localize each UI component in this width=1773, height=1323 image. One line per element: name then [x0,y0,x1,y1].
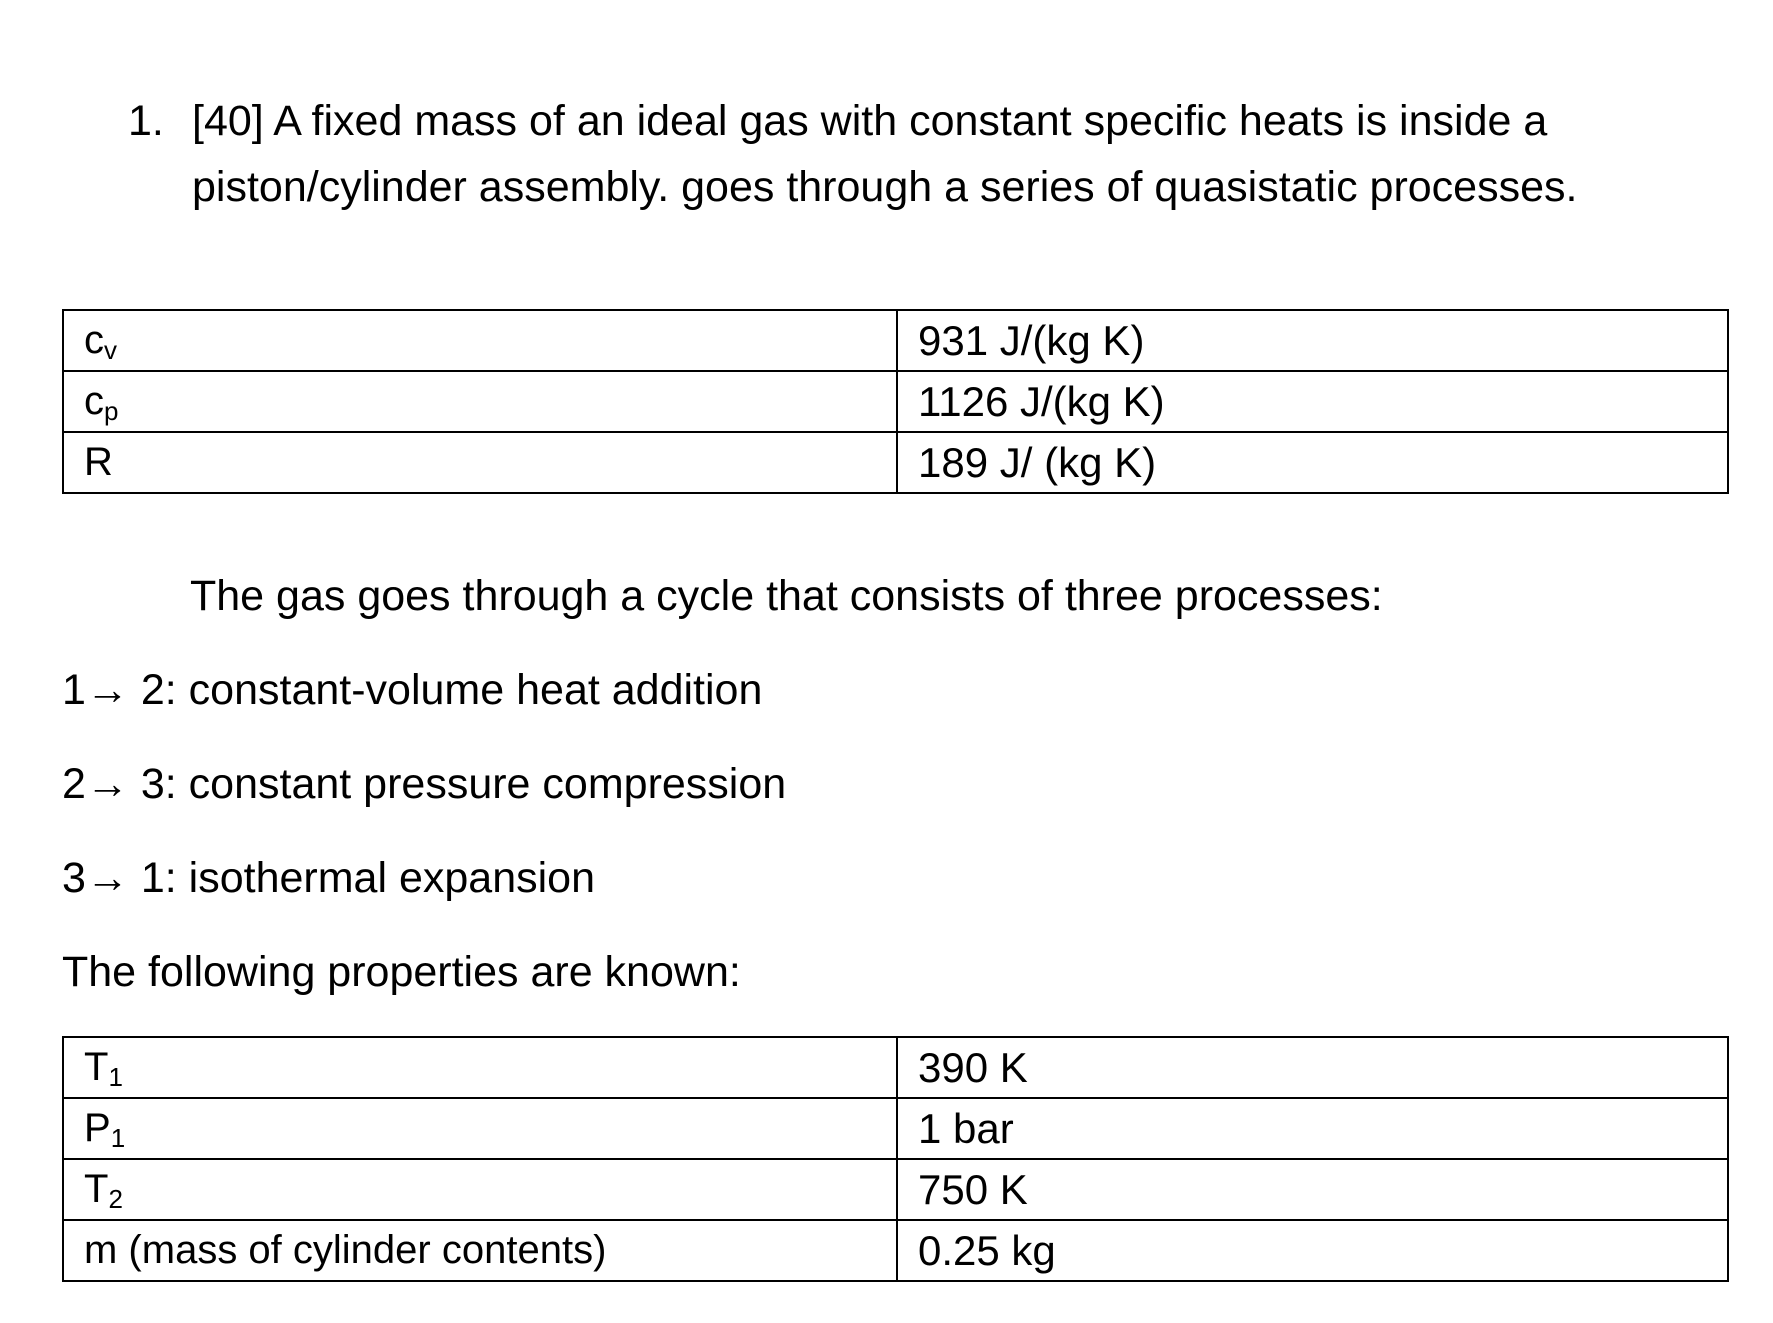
table-row [63,310,1728,371]
table-row [63,1098,1728,1159]
problem-number: 1. [128,97,164,145]
cycle-intro: The gas goes through a cycle that consists of three processes: [190,572,1383,620]
property-value: 750 K [897,1159,1728,1220]
table-row [63,432,1728,493]
property-value: 0.25 kg [897,1220,1728,1281]
table-row [63,1037,1728,1098]
property-value: 931 J/(kg K) [897,310,1728,371]
right-arrow-icon: → [85,854,129,902]
property-symbol: $T_1$ [63,1037,897,1098]
table-row [63,1159,1728,1220]
property-symbol: $T_2$ [63,1159,897,1220]
property-value: 390 K [897,1037,1728,1098]
right-arrow-icon: → [85,666,129,714]
process-1-2: 1→ 2: constant-volume heat addition [62,666,763,714]
known-intro: The following properties are known: [62,948,741,996]
process-2-3: 2→ 3: constant pressure compression [62,760,787,808]
property-value: 1126 J/(kg K) [897,371,1728,432]
property-value: 1 bar [897,1098,1728,1159]
property-value: 189 J/ (kg K) [897,432,1728,493]
property-symbol: $c_v$ [63,310,897,371]
table-row [63,371,1728,432]
property-symbol: $P_1$ [63,1098,897,1159]
property-symbol: R [63,432,897,493]
property-symbol: $c_p$ [63,371,897,432]
known-properties-table [62,1036,1729,1282]
right-arrow-icon: → [85,760,129,808]
constants-table [62,309,1729,494]
table-row [63,1220,1728,1281]
problem-text: [40] A fixed mass of an ideal gas with constant specific heats is inside a piston/cylinder assembly. goes through a series of quasistatic processes. [192,97,1578,211]
problem-statement [128,88,1708,220]
process-3-1: 3→ 1: isothermal expansion [62,854,596,902]
property-symbol: m (mass of cylinder contents) [63,1220,897,1281]
